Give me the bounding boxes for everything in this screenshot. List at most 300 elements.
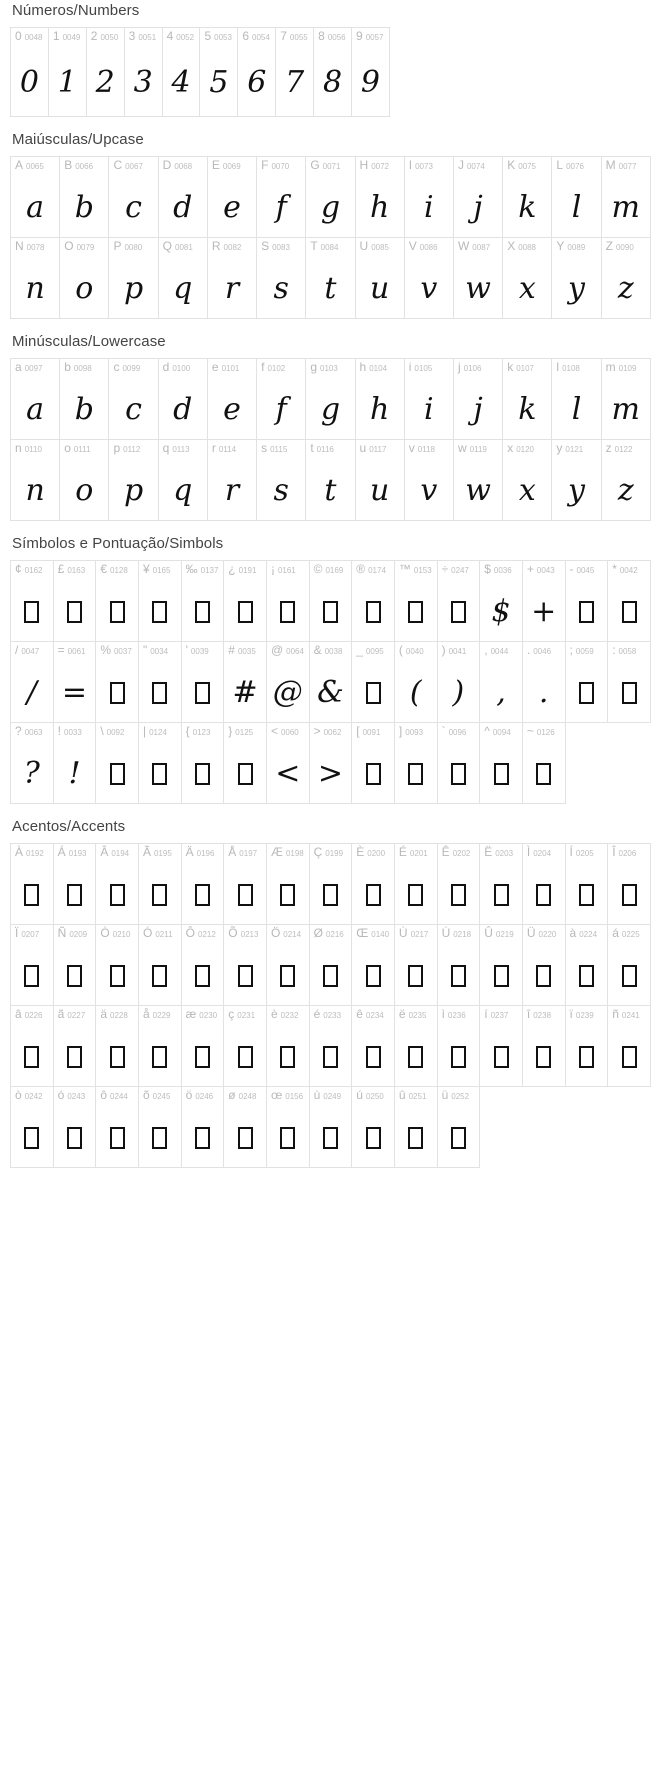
glyph-cell[interactable] <box>96 723 139 804</box>
missing-glyph-icon <box>366 884 381 906</box>
glyph-cell[interactable] <box>438 1006 481 1087</box>
glyph-char-label: Å <box>228 845 237 859</box>
glyph-cell[interactable] <box>224 561 267 642</box>
glyph-preview <box>552 264 600 318</box>
glyph-code-label: 0067 <box>125 162 143 171</box>
glyph-cell[interactable] <box>267 723 310 804</box>
glyph-cell[interactable] <box>60 238 109 319</box>
glyph-cell[interactable] <box>139 1006 182 1087</box>
glyph-preview <box>352 668 394 722</box>
glyph-preview <box>11 183 59 237</box>
glyph-cell-labels <box>314 28 351 54</box>
glyph-cell[interactable] <box>566 642 609 723</box>
glyph-preview <box>523 668 565 722</box>
glyph-cell[interactable] <box>109 238 158 319</box>
glyph-preview <box>11 870 53 924</box>
glyph-cell[interactable] <box>182 561 225 642</box>
glyph-cell-labels <box>224 1087 266 1113</box>
glyph-code-label: 0039 <box>190 647 209 656</box>
glyph-row <box>11 642 651 723</box>
glyph-cell[interactable] <box>523 723 566 804</box>
glyph-cell[interactable] <box>356 359 405 440</box>
glyph-cell[interactable] <box>608 925 651 1006</box>
glyph-preview <box>356 264 404 318</box>
glyph-cell[interactable] <box>200 28 238 117</box>
glyph-cell[interactable] <box>87 28 125 117</box>
glyph-cell[interactable] <box>454 440 503 521</box>
glyph-preview <box>566 587 608 641</box>
glyph-preview <box>109 183 157 237</box>
glyph-cell[interactable] <box>395 723 438 804</box>
glyph-cell-labels <box>310 561 352 587</box>
glyph-section <box>10 117 651 319</box>
glyph-cell[interactable] <box>139 844 182 925</box>
glyph-cell[interactable] <box>109 440 158 521</box>
glyph-cell[interactable] <box>438 844 481 925</box>
glyph-cell-labels <box>602 238 650 264</box>
glyph-code-label: 0057 <box>365 33 384 42</box>
glyph-cell-labels <box>267 1006 309 1032</box>
glyph-preview <box>523 951 565 1005</box>
glyph-code-label: 0105 <box>414 364 433 373</box>
glyph-cell[interactable] <box>224 925 267 1006</box>
glyph-cell[interactable] <box>54 723 97 804</box>
glyph-char-label: > <box>313 724 321 738</box>
glyph-cell[interactable] <box>523 844 566 925</box>
glyph-cell[interactable] <box>352 642 395 723</box>
glyph-preview <box>352 587 394 641</box>
glyph-cell[interactable] <box>503 238 552 319</box>
glyph-cell[interactable] <box>139 925 182 1006</box>
glyph-cell[interactable] <box>11 1087 54 1168</box>
glyph-cell[interactable] <box>480 642 523 723</box>
glyph-cell[interactable] <box>352 1087 395 1168</box>
glyph-cell[interactable] <box>182 844 225 925</box>
glyph-cell[interactable] <box>608 1006 651 1087</box>
glyph-shape: 7 <box>285 65 305 100</box>
glyph-code-label: 0104 <box>369 364 388 373</box>
glyph-cell[interactable] <box>395 561 438 642</box>
glyph-cell[interactable] <box>306 238 355 319</box>
glyph-cell[interactable] <box>352 844 395 925</box>
glyph-cell[interactable] <box>566 1006 609 1087</box>
glyph-cell-labels <box>352 1087 394 1113</box>
glyph-preview <box>182 870 224 924</box>
glyph-cell[interactable] <box>139 723 182 804</box>
glyph-char-label: 7 <box>280 29 287 43</box>
glyph-cell[interactable] <box>267 642 310 723</box>
glyph-cell[interactable] <box>310 1087 353 1168</box>
glyph-preview <box>608 951 650 1005</box>
glyph-cell[interactable] <box>208 440 257 521</box>
glyph-cell[interactable] <box>480 1006 523 1087</box>
glyph-cell[interactable] <box>314 28 352 117</box>
glyph-code-label: 0092 <box>106 728 125 737</box>
glyph-cell[interactable] <box>395 844 438 925</box>
glyph-cell[interactable] <box>49 28 87 117</box>
glyph-code-label: 0239 <box>575 1011 594 1020</box>
glyph-cell[interactable] <box>352 561 395 642</box>
glyph-cell[interactable] <box>159 359 208 440</box>
glyph-cell[interactable] <box>11 844 54 925</box>
glyph-char-label: È <box>356 845 365 859</box>
missing-glyph-icon <box>323 884 338 906</box>
glyph-cell[interactable] <box>552 238 601 319</box>
glyph-cell[interactable] <box>11 642 54 723</box>
missing-glyph-icon <box>195 682 210 704</box>
glyph-code-label: 0078 <box>26 243 45 252</box>
glyph-shape: 9 <box>360 65 380 100</box>
glyph-cell[interactable] <box>356 238 405 319</box>
missing-glyph-icon <box>366 763 381 785</box>
glyph-cell[interactable] <box>257 157 306 238</box>
glyph-cell[interactable] <box>96 1006 139 1087</box>
glyph-cell[interactable] <box>182 723 225 804</box>
glyph-char-label: Í <box>569 845 573 859</box>
glyph-cell[interactable] <box>208 359 257 440</box>
glyph-cell[interactable] <box>454 157 503 238</box>
glyph-cell-labels <box>608 925 650 951</box>
missing-glyph-icon <box>323 1127 338 1149</box>
glyph-cell[interactable] <box>438 925 481 1006</box>
glyph-cell[interactable] <box>224 1006 267 1087</box>
glyph-cell[interactable] <box>267 1087 310 1168</box>
glyph-cell[interactable] <box>306 157 355 238</box>
glyph-cell[interactable] <box>54 1006 97 1087</box>
glyph-cell[interactable] <box>11 28 49 117</box>
glyph-cell-labels <box>566 844 608 870</box>
glyph-preview <box>352 54 389 116</box>
glyph-cell[interactable] <box>139 642 182 723</box>
glyph-code-label: 0109 <box>618 364 637 373</box>
glyph-cell[interactable] <box>523 642 566 723</box>
glyph-code-label: 0083 <box>272 243 290 252</box>
glyph-cell[interactable] <box>306 440 355 521</box>
glyph-cell[interactable] <box>352 1006 395 1087</box>
glyph-cell-labels <box>523 1006 565 1032</box>
glyph-cell-labels <box>96 844 138 870</box>
glyph-cell[interactable] <box>480 844 523 925</box>
glyph-cell-labels <box>139 1087 181 1113</box>
missing-glyph-icon <box>24 601 39 623</box>
glyph-shape: i <box>424 190 434 225</box>
glyph-cell[interactable] <box>310 723 353 804</box>
glyph-cell-labels <box>438 925 480 951</box>
glyph-char-label: ¢ <box>15 562 22 576</box>
glyph-cell[interactable] <box>54 642 97 723</box>
glyph-char-label: = <box>57 643 65 657</box>
glyph-cell[interactable] <box>159 238 208 319</box>
glyph-cell[interactable] <box>11 925 54 1006</box>
glyph-cell[interactable] <box>503 359 552 440</box>
glyph-preview <box>224 1113 266 1167</box>
glyph-cell[interactable] <box>480 723 523 804</box>
glyph-cell[interactable] <box>182 925 225 1006</box>
glyph-cell[interactable] <box>96 642 139 723</box>
glyph-char-label: q <box>162 441 170 455</box>
glyph-cell[interactable] <box>159 440 208 521</box>
glyph-cell[interactable] <box>257 359 306 440</box>
glyph-cell[interactable] <box>566 925 609 1006</box>
glyph-shape: & <box>317 675 344 710</box>
glyph-cell[interactable] <box>96 1087 139 1168</box>
glyph-code-label: 0077 <box>618 162 637 171</box>
glyph-shape: . <box>538 675 549 710</box>
missing-glyph-icon <box>110 763 125 785</box>
glyph-cell-labels <box>125 28 162 54</box>
glyph-shape: d <box>173 392 193 427</box>
missing-glyph-icon <box>494 1046 509 1068</box>
glyph-code-label: 0053 <box>214 33 232 42</box>
glyph-preview <box>356 466 404 520</box>
glyph-shape: m <box>611 190 640 225</box>
glyph-cell[interactable] <box>310 642 353 723</box>
glyph-preview <box>139 749 181 803</box>
glyph-cell-labels <box>608 642 650 668</box>
glyph-cell[interactable] <box>405 157 454 238</box>
glyph-shape: ( <box>409 675 422 710</box>
glyph-cell[interactable] <box>602 238 651 319</box>
glyph-cell[interactable] <box>54 925 97 1006</box>
glyph-cell[interactable] <box>438 723 481 804</box>
glyph-cell[interactable] <box>11 723 54 804</box>
glyph-cell[interactable] <box>224 1087 267 1168</box>
glyph-cell[interactable] <box>552 157 601 238</box>
glyph-char-label: e <box>211 360 219 374</box>
glyph-shape: 0 <box>19 65 39 100</box>
glyph-cell-labels <box>480 642 522 668</box>
glyph-cell[interactable] <box>257 440 306 521</box>
glyph-code-label: 0096 <box>448 728 467 737</box>
glyph-cell[interactable] <box>454 359 503 440</box>
glyph-cell[interactable] <box>276 28 314 117</box>
glyph-cell[interactable] <box>267 844 310 925</box>
glyph-cell[interactable] <box>125 28 163 117</box>
glyph-preview <box>139 870 181 924</box>
glyph-cell[interactable] <box>109 157 158 238</box>
glyph-cell[interactable] <box>523 1006 566 1087</box>
glyph-cell[interactable] <box>566 844 609 925</box>
glyph-cell[interactable] <box>11 238 60 319</box>
glyph-char-label: \ <box>100 724 104 738</box>
glyph-cell[interactable] <box>405 238 454 319</box>
glyph-char-label: â <box>15 1007 22 1021</box>
empty-cell <box>523 1087 566 1168</box>
glyph-cell[interactable] <box>352 925 395 1006</box>
glyph-cell-labels <box>438 844 480 870</box>
glyph-cell[interactable] <box>438 561 481 642</box>
glyph-cell[interactable] <box>11 561 54 642</box>
glyph-cell[interactable] <box>96 925 139 1006</box>
glyph-cell[interactable] <box>352 28 390 117</box>
missing-glyph-icon <box>536 884 551 906</box>
glyph-cell[interactable] <box>438 1087 481 1168</box>
glyph-cell[interactable] <box>310 925 353 1006</box>
glyph-cell[interactable] <box>60 359 109 440</box>
glyph-code-label: 0079 <box>76 243 95 252</box>
glyph-char-label: ? <box>15 724 22 738</box>
glyph-cell[interactable] <box>54 561 97 642</box>
glyph-cell[interactable] <box>267 1006 310 1087</box>
glyph-char-label: è <box>270 1007 278 1021</box>
glyph-cell-labels <box>395 1006 437 1032</box>
glyph-row <box>11 844 651 925</box>
glyph-cell[interactable] <box>395 925 438 1006</box>
glyph-preview <box>438 951 480 1005</box>
glyph-preview <box>352 951 394 1005</box>
glyph-cell[interactable] <box>523 925 566 1006</box>
glyph-char-label: £ <box>57 562 65 576</box>
glyph-cell[interactable] <box>60 440 109 521</box>
glyph-char-label: ) <box>441 643 446 657</box>
glyph-cell[interactable] <box>267 925 310 1006</box>
glyph-code-label: 0199 <box>325 849 344 858</box>
glyph-shape: 8 <box>323 65 343 100</box>
glyph-cell[interactable] <box>310 561 353 642</box>
glyph-cell[interactable] <box>224 723 267 804</box>
glyph-cell[interactable] <box>523 561 566 642</box>
missing-glyph-icon <box>152 1127 167 1149</box>
glyph-cell-labels <box>224 561 266 587</box>
glyph-char-label: ! <box>57 724 61 738</box>
glyph-cell[interactable] <box>238 28 276 117</box>
glyph-cell[interactable] <box>11 157 60 238</box>
glyph-cell[interactable] <box>224 844 267 925</box>
glyph-code-label: 0210 <box>112 930 131 939</box>
glyph-code-label: 0082 <box>223 243 242 252</box>
glyph-preview <box>139 668 181 722</box>
glyph-cell[interactable] <box>352 723 395 804</box>
glyph-char-label: 1 <box>52 29 60 43</box>
glyph-cell[interactable] <box>182 1087 225 1168</box>
missing-glyph-icon <box>280 1046 295 1068</box>
missing-glyph-icon <box>110 601 125 623</box>
glyph-preview <box>87 54 124 116</box>
glyph-cell[interactable] <box>182 642 225 723</box>
empty-cell <box>608 1087 651 1168</box>
glyph-char-label: A <box>15 158 24 172</box>
glyph-cell[interactable] <box>608 642 651 723</box>
glyph-shape: e <box>223 190 241 225</box>
glyph-shape: 4 <box>171 65 191 100</box>
glyph-code-label: 0128 <box>110 566 128 575</box>
missing-glyph-icon <box>110 884 125 906</box>
glyph-code-label: 0220 <box>538 930 557 939</box>
glyph-char-label: í <box>484 1007 488 1021</box>
glyph-cell[interactable] <box>552 359 601 440</box>
glyph-cell[interactable] <box>267 561 310 642</box>
glyph-cell[interactable] <box>395 1087 438 1168</box>
glyph-cell[interactable] <box>438 642 481 723</box>
glyph-code-label: 0095 <box>365 647 384 656</box>
glyph-cell[interactable] <box>395 642 438 723</box>
glyph-cell[interactable] <box>405 359 454 440</box>
empty-cell <box>566 1087 609 1168</box>
glyph-cell[interactable] <box>11 440 60 521</box>
glyph-code-label: 0084 <box>320 243 339 252</box>
glyph-cell[interactable] <box>109 359 158 440</box>
glyph-cell-labels <box>356 157 404 183</box>
glyph-code-label: 0249 <box>323 1092 342 1101</box>
glyph-cell-labels <box>182 844 224 870</box>
glyph-cell[interactable] <box>395 1006 438 1087</box>
glyph-cell[interactable] <box>139 561 182 642</box>
glyph-shape: l <box>571 392 582 427</box>
glyph-cell-labels <box>54 1087 96 1113</box>
glyph-cell[interactable] <box>602 440 651 521</box>
glyph-cell[interactable] <box>566 561 609 642</box>
glyph-cell[interactable] <box>356 440 405 521</box>
glyph-cell[interactable] <box>310 1006 353 1087</box>
glyph-cell[interactable] <box>405 440 454 521</box>
glyph-code-label: 0163 <box>67 566 86 575</box>
glyph-preview <box>503 466 551 520</box>
glyph-cell[interactable] <box>163 28 201 117</box>
glyph-char-label: ÷ <box>441 562 449 576</box>
glyph-cell[interactable] <box>552 440 601 521</box>
glyph-code-label: 0126 <box>536 728 555 737</box>
glyph-cell[interactable] <box>60 157 109 238</box>
glyph-cell[interactable] <box>480 561 523 642</box>
glyph-char-label: v <box>408 441 415 455</box>
glyph-cell[interactable] <box>224 642 267 723</box>
glyph-cell-labels <box>454 359 502 385</box>
glyph-cell[interactable] <box>503 440 552 521</box>
glyph-preview <box>60 385 108 439</box>
glyph-cell[interactable] <box>159 157 208 238</box>
glyph-cell[interactable] <box>503 157 552 238</box>
glyph-cell[interactable] <box>608 844 651 925</box>
glyph-cell[interactable] <box>310 844 353 925</box>
glyph-char-label: X <box>507 239 516 253</box>
glyph-preview <box>438 1113 480 1167</box>
glyph-cell[interactable] <box>208 157 257 238</box>
glyph-cell[interactable] <box>356 157 405 238</box>
glyph-cell[interactable] <box>54 844 97 925</box>
glyph-cell[interactable] <box>208 238 257 319</box>
glyph-preview <box>552 466 600 520</box>
glyph-cell[interactable] <box>96 844 139 925</box>
glyph-cell[interactable] <box>608 561 651 642</box>
glyph-preview <box>395 749 437 803</box>
glyph-cell[interactable] <box>96 561 139 642</box>
glyph-cell[interactable] <box>454 238 503 319</box>
glyph-preview <box>276 54 313 116</box>
glyph-cell-labels <box>405 440 453 466</box>
glyph-row <box>11 723 651 804</box>
glyph-cell[interactable] <box>306 359 355 440</box>
glyph-cell[interactable] <box>602 359 651 440</box>
glyph-char-label: I <box>408 158 413 172</box>
glyph-char-label: õ <box>142 1088 150 1102</box>
glyph-cell[interactable] <box>182 1006 225 1087</box>
glyph-cell[interactable] <box>11 1006 54 1087</box>
glyph-cell[interactable] <box>602 157 651 238</box>
glyph-cell[interactable] <box>480 925 523 1006</box>
missing-glyph-icon <box>451 601 466 623</box>
glyph-cell[interactable] <box>139 1087 182 1168</box>
glyph-shape: u <box>369 473 390 508</box>
glyph-cell-labels <box>352 723 394 749</box>
glyph-cell[interactable] <box>257 238 306 319</box>
missing-glyph-icon <box>451 1127 466 1149</box>
glyph-cell[interactable] <box>11 359 60 440</box>
glyph-cell-labels <box>96 1087 138 1113</box>
glyph-cell[interactable] <box>54 1087 97 1168</box>
glyph-code-label: 0064 <box>286 647 304 656</box>
glyph-cell-labels <box>352 925 394 951</box>
glyph-code-label: 0200 <box>367 849 386 858</box>
